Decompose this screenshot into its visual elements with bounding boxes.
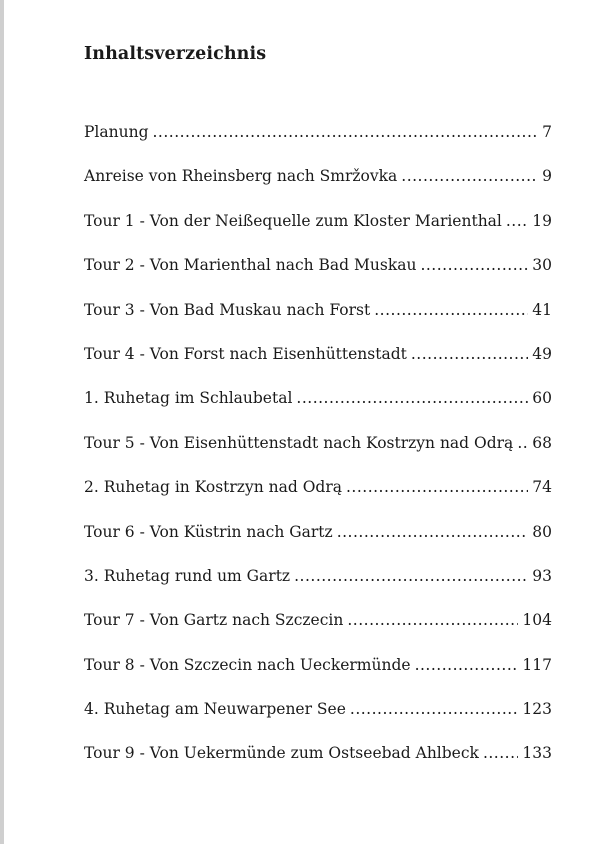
- dot-leader: [506, 212, 528, 230]
- toc-entry: [84, 744, 552, 788]
- toc-entry-label: 1. Ruhetag im Schlaubetal: [84, 389, 293, 408]
- dot-leader: [374, 301, 528, 319]
- dot-leader: [420, 256, 528, 274]
- dot-leader: [415, 656, 519, 674]
- toc-entry: [84, 523, 552, 567]
- toc-entry-page: 7: [542, 123, 552, 141]
- toc-entry-page: 30: [532, 256, 552, 275]
- toc-entry-page: 9: [542, 167, 552, 186]
- toc-entry-page: 80: [532, 522, 552, 541]
- dot-leader: [483, 744, 518, 762]
- toc-entry-label: Tour 3 - Von Bad Muskau nach Forst: [84, 300, 371, 319]
- toc-entry-label: Tour 1 - Von der Neißequelle zum Kloster Marienthal: [84, 211, 502, 230]
- toc-entry-page: 41: [532, 300, 552, 319]
- toc-entry-page: 93: [532, 566, 552, 585]
- toc-entry-page: 49: [532, 344, 552, 363]
- dot-leader: [517, 434, 528, 452]
- toc-entry-label: Tour 6 - Von Küstrin nach Gartz: [84, 522, 333, 541]
- toc-entry-label: Tour 4 - Von Forst nach Eisenhüttenstadt: [84, 344, 407, 363]
- dot-leader: [346, 478, 528, 496]
- toc-entry-page: 60: [532, 389, 552, 408]
- toc-entry-page: 19: [532, 211, 552, 230]
- toc-entry-label: Tour 5 - Von Eisenhüttenstadt nach Kostrzyn nad Odrą: [84, 433, 514, 452]
- toc-entry-page: 123: [522, 700, 552, 719]
- toc-entry-label: Anreise von Rheinsberg nach Smržovka: [84, 167, 398, 186]
- dot-leader: [296, 389, 528, 407]
- toc-entry-label: Tour 8 - Von Szczecin nach Ueckermünde: [84, 655, 411, 674]
- toc-entry-page: 68: [532, 433, 552, 452]
- toc-entry: [84, 434, 552, 478]
- toc-entry-page: 133: [522, 744, 552, 763]
- toc-entry: [84, 301, 552, 345]
- dot-leader: [411, 345, 528, 363]
- toc-entry: [84, 389, 552, 433]
- page-title: Inhaltsverzeichnis: [84, 44, 267, 64]
- table-of-contents: [84, 123, 552, 789]
- toc-entry-label: Planung: [84, 123, 149, 141]
- toc-entry-label: 2. Ruhetag in Kostrzyn nad Odrą: [84, 478, 342, 497]
- dot-leader: [350, 700, 519, 718]
- dot-leader: [347, 611, 518, 629]
- dot-leader: [401, 167, 538, 185]
- toc-entry: [84, 611, 552, 655]
- dot-leader: [294, 567, 528, 585]
- toc-entry: [84, 567, 552, 611]
- page-left-edge: [0, 0, 4, 844]
- toc-entry-label: 4. Ruhetag am Neuwarpener See: [84, 700, 346, 719]
- dot-leader: [337, 523, 529, 541]
- toc-entry-label: Tour 9 - Von Uekermünde zum Ostseebad Ahlbeck: [84, 744, 479, 763]
- toc-entry-page: 104: [522, 611, 552, 630]
- toc-entry: [84, 700, 552, 744]
- toc-entry: [84, 123, 552, 167]
- toc-entry-label: Tour 7 - Von Gartz nach Szczecin: [84, 611, 344, 630]
- toc-entry: [84, 478, 552, 522]
- toc-entry-label: 3. Ruhetag rund um Gartz: [84, 566, 291, 585]
- toc-entry: [84, 656, 552, 700]
- dot-leader: [153, 123, 539, 141]
- toc-entry-page: 74: [532, 478, 552, 497]
- toc-entry-label: Tour 2 - Von Marienthal nach Bad Muskau: [84, 256, 417, 275]
- toc-entry: [84, 167, 552, 211]
- toc-entry-page: 117: [522, 655, 552, 674]
- toc-entry: [84, 212, 552, 256]
- toc-entry: [84, 345, 552, 389]
- toc-entry: [84, 256, 552, 300]
